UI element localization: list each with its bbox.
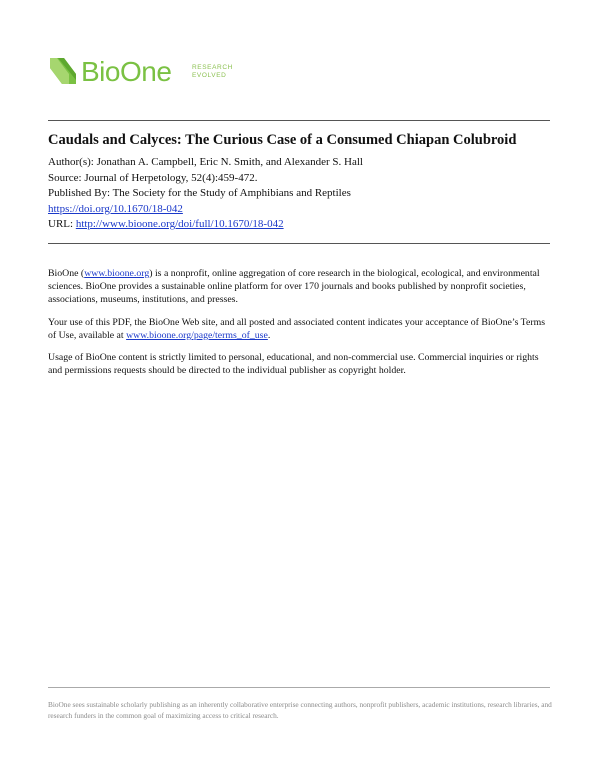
- article-publisher: Published By: The Society for the Study of Amphibians and Reptiles: [48, 187, 351, 199]
- article-url-link[interactable]: http://www.bioone.org/doi/full/10.1670/18-042: [75, 218, 284, 230]
- terms-paragraph: Your use of this PDF, the BioOne Web site, and all posted and associated content indicates your acceptance of BioOne’s Terms of Use, available at www.bioone.org/page/terms_of_use.: [48, 316, 546, 341]
- logo-tagline: [192, 64, 233, 80]
- article-title: Caudals and Calyces: The Curious Case of a Consumed Chiapan Colubroid: [48, 132, 517, 148]
- footer-text: BioOne sees sustainable scholarly publishing as an inherently collaborative enterprise connecting authors, nonprofit publishers, academic institutions, research libraries, and research funders in the common goal of maximizing access to critical research.: [48, 700, 552, 720]
- logo-tagline-1: RESEARCH: [192, 64, 233, 71]
- logo-tagline-2: EVOLVED: [192, 72, 227, 79]
- about-paragraph: BioOne (www.bioone.org) is a nonprofit, online aggregation of core research in the biological, ecological, and environmental sciences. BioOne provides a sustainable online platform for over 170 journals and books published by nonprofit societies, associations, museums, institutions, and presses.: [48, 268, 540, 306]
- article-authors: Author(s): Jonathan A. Campbell, Eric N. Smith, and Alexander S. Hall: [48, 156, 363, 168]
- bioone-home-link[interactable]: www.bioone.org: [84, 268, 150, 279]
- notice-body: [48, 267, 550, 386]
- article-source: Source: Journal of Herpetology, 52(4):459-472.: [48, 171, 258, 184]
- logo-wordmark: BioOne: [81, 56, 172, 87]
- doi-link[interactable]: https://doi.org/10.1670/18-042: [48, 202, 183, 215]
- middle-divider: [48, 243, 550, 244]
- footer-divider: [48, 687, 550, 688]
- top-divider: [48, 120, 550, 121]
- terms-of-use-link[interactable]: www.bioone.org/page/terms_of_use: [126, 329, 268, 341]
- article-metadata: [48, 155, 363, 233]
- usage-paragraph: Usage of BioOne content is strictly limited to personal, educational, and non-commercial use. Commercial inquiries or rights and permissions requests should be directed to the individual publisher as copyright holder.: [48, 352, 539, 377]
- bioone-logo: [48, 54, 238, 94]
- url-label: URL:: [48, 218, 76, 230]
- leaf-icon: [48, 54, 78, 86]
